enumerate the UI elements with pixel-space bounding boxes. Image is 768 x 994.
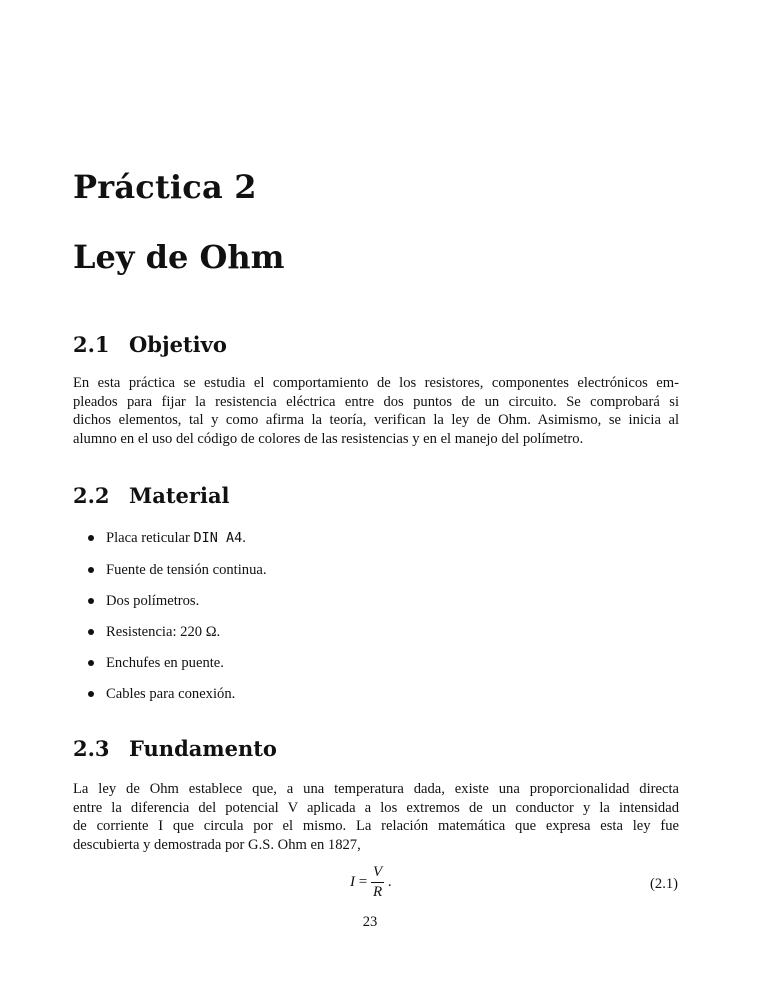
- equation-lhs: I: [350, 873, 355, 890]
- bullet-icon: [88, 629, 94, 635]
- section-number: 2.2: [73, 483, 110, 508]
- bullet-icon: [88, 691, 94, 697]
- bullet-icon: [88, 660, 94, 666]
- numerator: V: [372, 864, 383, 880]
- equation: [350, 864, 392, 901]
- section-heading-material: [73, 483, 230, 508]
- list-item: Enchufes en puente.: [88, 655, 224, 672]
- list-item: Cables para conexión.: [88, 686, 235, 703]
- page-number: 23: [362, 914, 378, 930]
- paragraph-line: En esta práctica se estudia el comportamiento de los resistores, componentes electrónicos em-: [73, 375, 679, 391]
- fraction-bar: [371, 882, 384, 883]
- denominator: R: [372, 884, 383, 900]
- fraction: [371, 864, 384, 901]
- list-item: Resistencia: 220 Ω.: [88, 624, 220, 641]
- paragraph-line: La ley de Ohm establece que, a una temperatura dada, existe una proporcionalidad directa: [73, 781, 679, 797]
- section-title: Objetivo: [129, 332, 227, 357]
- bullet-icon: [88, 535, 94, 541]
- equals-sign: =: [358, 873, 368, 890]
- section-number: 2.1: [73, 332, 110, 357]
- section-heading-objetivo: [73, 332, 227, 357]
- code-text: DIN A4: [193, 530, 243, 546]
- paragraph-line: pleados para fijar la resistencia eléctrica entre dos puntos de un circuito. Se comprobará si: [73, 393, 679, 410]
- fundamento-paragraph: [73, 780, 679, 854]
- chapter-number: Práctica 2: [73, 168, 257, 206]
- paragraph-line: descubierta y demostrada por G.S. Ohm en 1827,: [73, 836, 361, 853]
- section-title: Material: [129, 483, 230, 508]
- paragraph-line: dichos elementos, tal y como afirma la teoría, verifican la ley de Ohm. Asimismo, se inicia al: [73, 412, 679, 429]
- paragraph-line: alumno en el uso del código de colores de las resistencias y en el manejo del polímetro.: [73, 430, 584, 447]
- list-item: Fuente de tensión continua.: [88, 562, 267, 579]
- objetivo-paragraph: [73, 374, 679, 448]
- section-heading-fundamento: [73, 736, 277, 761]
- section-title: Fundamento: [129, 736, 277, 761]
- chapter-title: Ley de Ohm: [73, 238, 285, 276]
- bullet-icon: [88, 598, 94, 604]
- paragraph-line: entre la diferencia del potencial V aplicada a los extremos de un conductor y la intensidad: [73, 799, 679, 816]
- equation-label: (2.1): [650, 876, 678, 892]
- bullet-icon: [88, 567, 94, 573]
- section-number: 2.3: [73, 736, 110, 761]
- list-item: Dos polímetros.: [88, 593, 199, 610]
- paragraph-line: de corriente I que circula por el mismo. La relación matemática que expresa esta ley fue: [73, 818, 679, 835]
- equation-trail: .: [387, 873, 392, 890]
- list-item: Placa reticular DIN A4.: [88, 530, 246, 547]
